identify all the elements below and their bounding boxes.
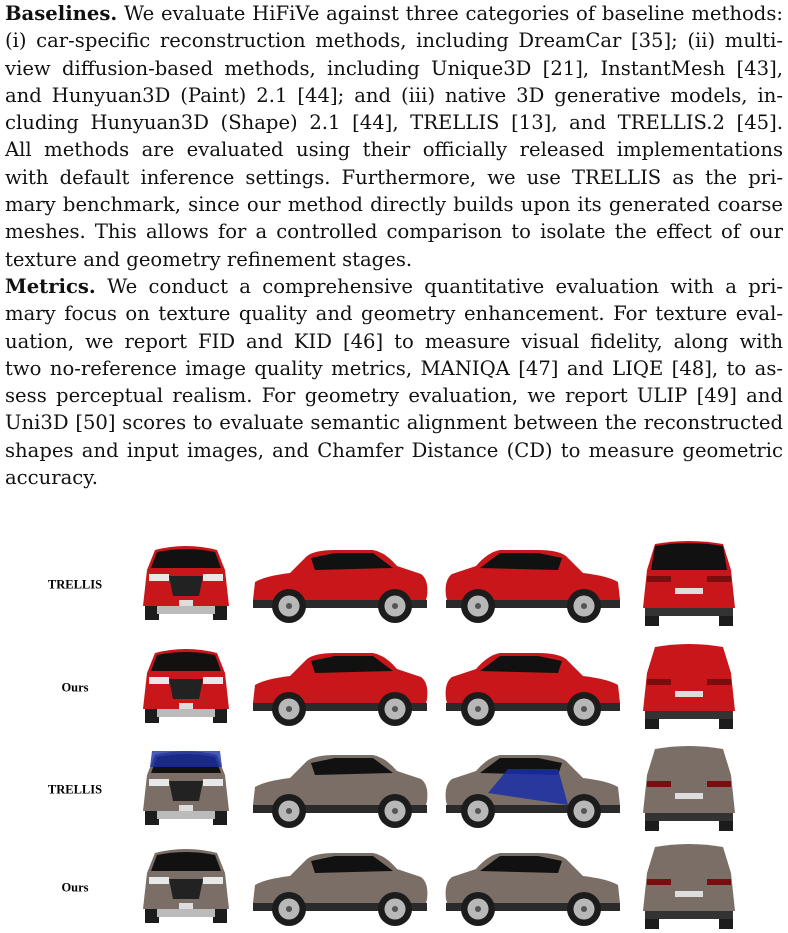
text-line: accuracy. bbox=[5, 466, 98, 490]
paragraph-heading: Metrics. bbox=[5, 274, 96, 298]
car-render-side-right bbox=[440, 843, 628, 933]
row-label: TRELLIS bbox=[47, 782, 103, 797]
text-line: texture and geometry refinement stages. bbox=[5, 247, 413, 271]
text-line: with default inference settings. Furthermore, we use TRELLIS as the pri- bbox=[5, 165, 783, 189]
text-line bbox=[5, 0, 783, 27]
line-text: We evaluate HiFiVe against three categories of baseline methods: bbox=[117, 2, 783, 25]
figure-row bbox=[0, 745, 788, 835]
text-line: mary focus on texture quality and geometry enhancement. For texture eval- bbox=[5, 302, 783, 326]
car-render-rear bbox=[635, 643, 743, 733]
car-render-rear bbox=[635, 843, 743, 933]
text-line: uation, we report FID and KID [46] to measure visual fidelity, along with bbox=[5, 329, 783, 353]
car-render-front bbox=[137, 540, 235, 630]
car-render-side-left bbox=[245, 745, 433, 835]
car-render-side-left bbox=[245, 540, 433, 630]
car-render-side-left bbox=[245, 643, 433, 733]
car-render-front bbox=[137, 843, 235, 933]
text-line: mary benchmark, since our method directly builds upon its generated coarse bbox=[5, 193, 783, 217]
text-line: Uni3D [50] scores to evaluate semantic alignment between the reconstructed bbox=[5, 411, 783, 435]
car-render-front bbox=[137, 643, 235, 733]
figure-car-comparison bbox=[0, 540, 788, 929]
figure-row bbox=[0, 843, 788, 933]
text-line: cluding Hunyuan3D (Shape) 2.1 [44], TRELLIS [13], and TRELLIS.2 [45]. bbox=[5, 111, 783, 135]
car-render-rear bbox=[635, 540, 743, 630]
text-line: All methods are evaluated using their officially released implementations bbox=[5, 138, 783, 162]
car-render-side-right bbox=[440, 745, 628, 835]
body-text bbox=[5, 0, 783, 491]
text-line: two no-reference image quality metrics, MANIQA [47] and LIQE [48], to as- bbox=[5, 356, 783, 380]
text-line: and Hunyuan3D (Paint) 2.1 [44]; and (iii) native 3D generative models, in- bbox=[5, 83, 783, 107]
line-text: We conduct a comprehensive quantitative evaluation with a pri- bbox=[95, 274, 783, 298]
text-line: (i) car-specific reconstruction methods, including DreamCar [35]; (ii) multi- bbox=[5, 29, 783, 53]
car-render-rear bbox=[635, 745, 743, 835]
text-line bbox=[5, 273, 783, 300]
paragraph-baselines bbox=[5, 0, 783, 273]
text-line: view diffusion-based methods, including Unique3D [21], InstantMesh [43], bbox=[5, 56, 783, 80]
text-line: sess perceptual realism. For geometry evaluation, we report ULIP [49] and bbox=[5, 384, 783, 408]
car-render-side-right bbox=[440, 540, 628, 630]
car-render-side-left bbox=[245, 843, 433, 933]
text-line: meshes. This allows for a controlled comparison to isolate the effect of our bbox=[5, 220, 783, 244]
row-label: Ours bbox=[61, 880, 89, 895]
car-render-side-right bbox=[440, 643, 628, 733]
paragraph-metrics bbox=[5, 273, 783, 491]
text-line: shapes and input images, and Chamfer Distance (CD) to measure geometric bbox=[5, 438, 783, 462]
figure-row bbox=[0, 540, 788, 630]
row-label: TRELLIS bbox=[47, 577, 103, 592]
figure-row bbox=[0, 643, 788, 733]
row-label: Ours bbox=[61, 680, 89, 695]
car-render-front bbox=[137, 745, 235, 835]
paragraph-heading: Baselines. bbox=[5, 2, 118, 25]
